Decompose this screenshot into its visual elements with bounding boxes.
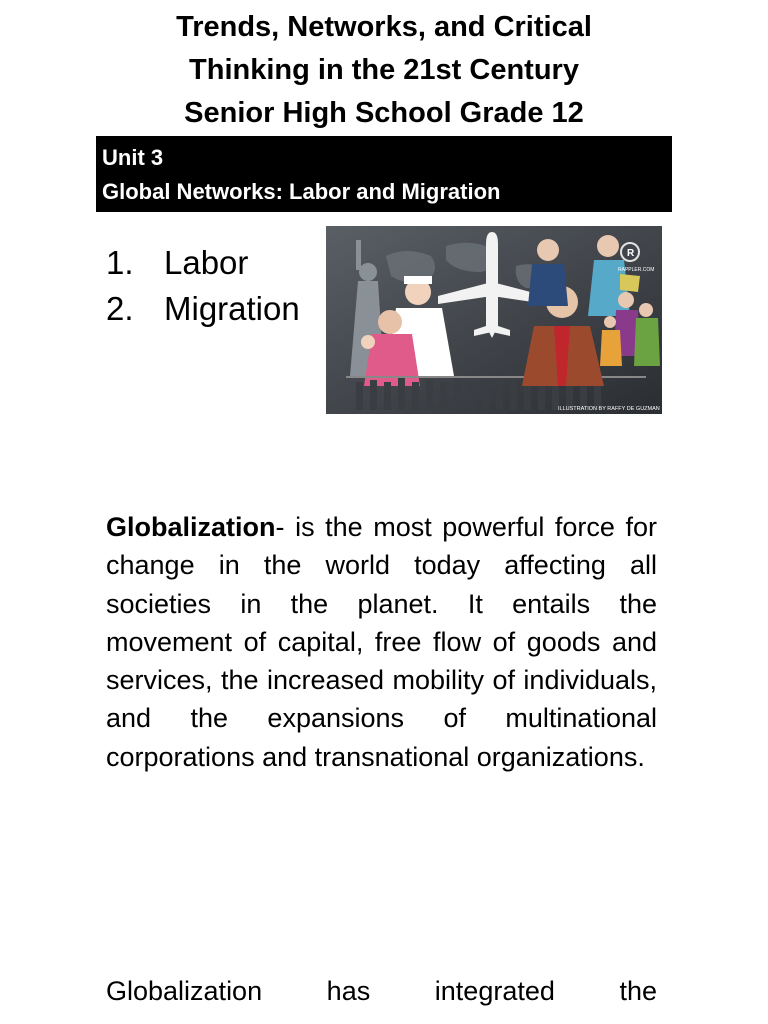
unit-banner [96,136,672,212]
title-line-3: Senior High School Grade 12 [184,97,584,129]
svg-text:R: R [627,248,635,259]
topic-list [106,240,300,332]
title-line-1: Trends, Networks, and Critical [176,11,592,43]
topic-label: Migration [164,290,300,327]
topic-label: Labor [164,244,249,281]
document-title [0,6,768,135]
second-paragraph-text: Globalization has integrated the [106,976,657,1006]
illustration-brand: RAPPLER.COM [618,267,655,273]
topic-number: 2. [106,290,134,327]
second-paragraph [106,972,657,1010]
illustration-credit: ILLUSTRATION BY RAFFY DE GUZMAN [558,406,660,412]
globalization-definition: - is the most powerful force for change in the world today affecting all societies in the planet. It entails the movement of capital, free flow of goods and services, the increased mobility of individuals, and the expansions of multinational corporations and transnational organizations. [106,512,657,772]
title-line-2: Thinking in the 21st Century [189,54,579,86]
topic-item [106,286,300,332]
labor-migration-illustration [326,226,662,414]
topic-item [106,240,300,286]
term-globalization: Globalization [106,512,276,542]
topic-number: 1. [106,244,134,281]
unit-number: Unit 3 [102,145,164,170]
globalization-paragraph [106,508,657,776]
unit-name: Global Networks: Labor and Migration [102,179,501,204]
